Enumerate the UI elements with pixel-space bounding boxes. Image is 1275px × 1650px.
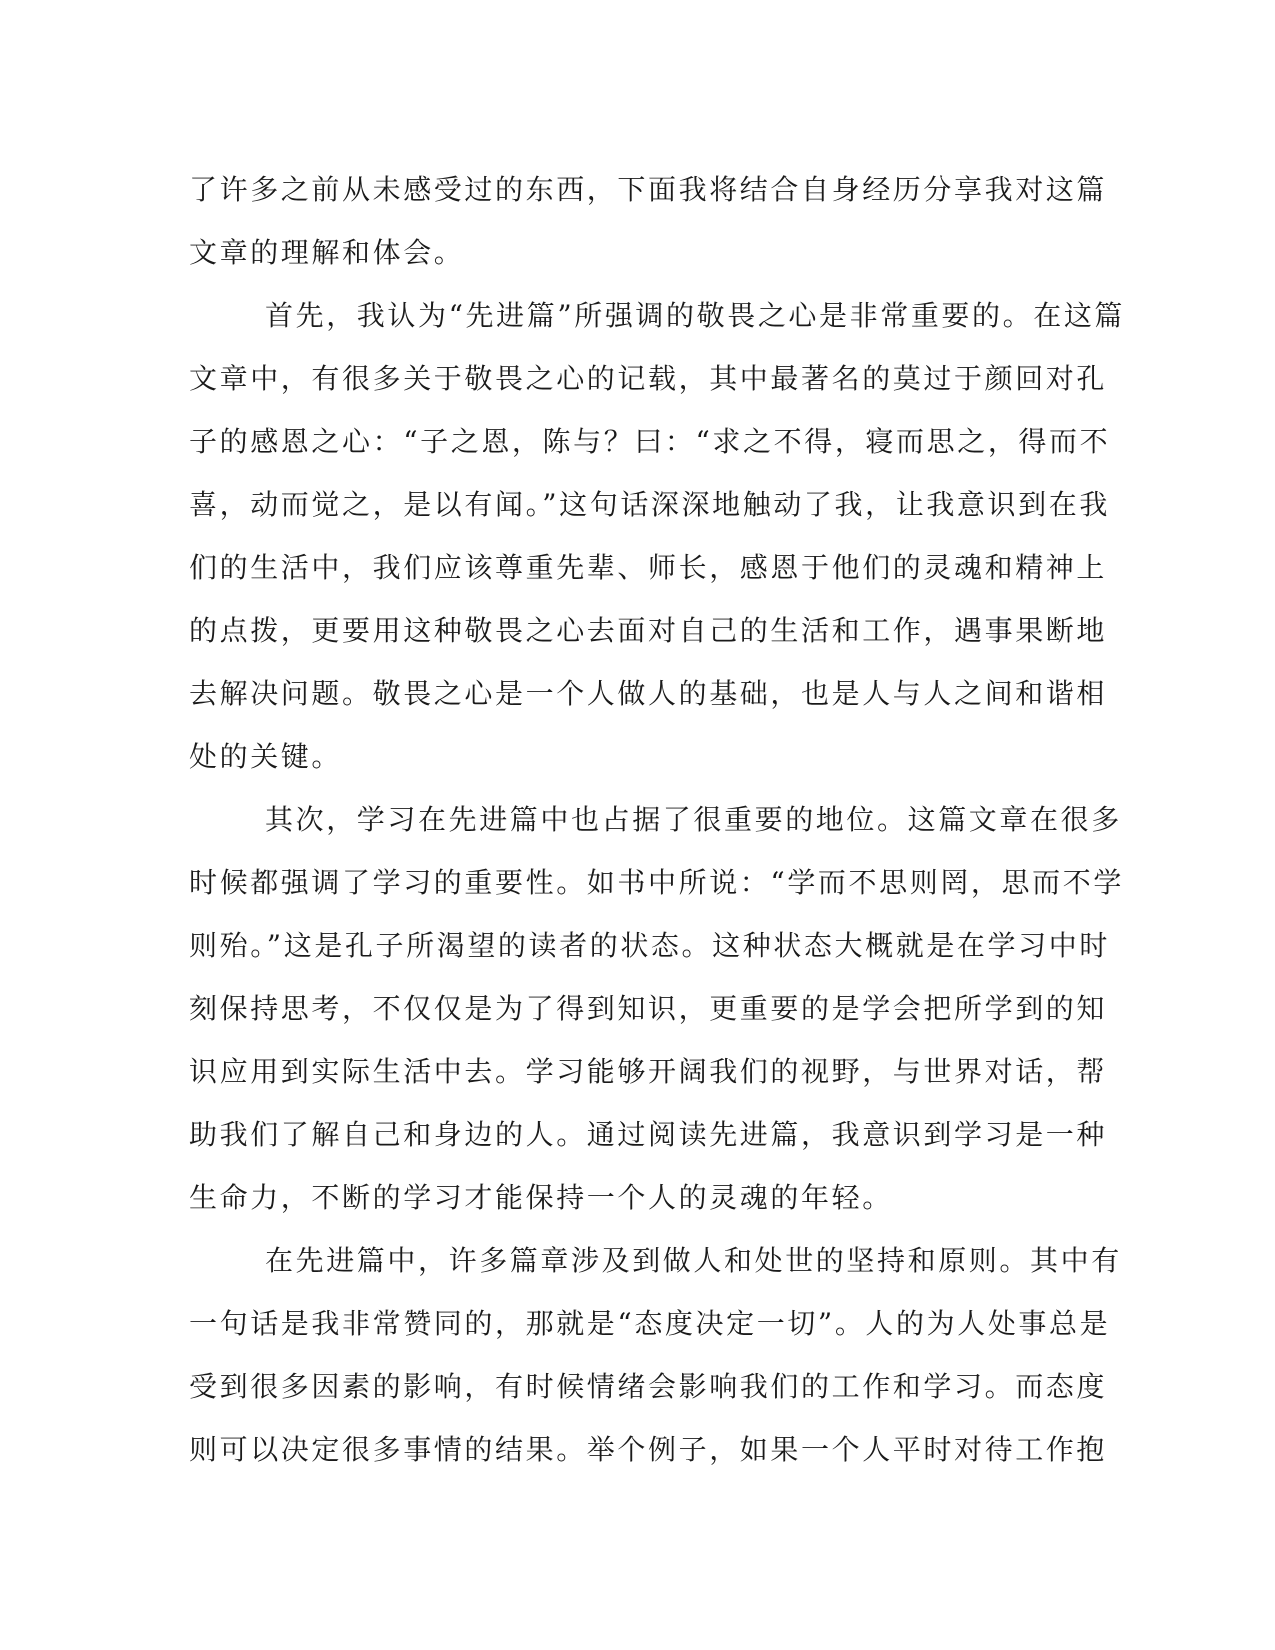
text-line: 喜，动而觉之，是以有闻。”这句话深深地触动了我，让我意识到在我 xyxy=(189,488,1110,521)
text-line: 的点拨，更要用这种敬畏之心去面对自己的生活和工作，遇事果断地 xyxy=(189,614,1108,647)
text-line: 受到很多因素的影响，有时候情绪会影响我们的工作和学习。而态度 xyxy=(189,1370,1108,1403)
text-line: 文章的理解和体会。 xyxy=(189,236,465,269)
paragraph-3 xyxy=(189,788,1124,1229)
text-line: 一句话是我非常赞同的，那就是“态度决定一切”。人的为人处事总是 xyxy=(189,1307,1111,1340)
text-line: 子的感恩之心：“子之恩，陈与？曰：“求之不得，寝而思之，得而不 xyxy=(189,425,1111,458)
text-line: 刻保持思考，不仅仅是为了得到知识，更重要的是学会把所学到的知 xyxy=(189,992,1108,1025)
text-line: 则可以决定很多事情的结果。举个例子，如果一个人平时对待工作抱 xyxy=(189,1433,1108,1466)
text-line: 在先进篇中，许多篇章涉及到做人和处世的坚持和原则。其中有 xyxy=(265,1244,1122,1277)
text-line: 文章中，有很多关于敬畏之心的记载，其中最著名的莫过于颜回对孔 xyxy=(189,362,1108,395)
text-line: 识应用到实际生活中去。学习能够开阔我们的视野，与世界对话，帮 xyxy=(189,1055,1108,1088)
text-line: 生命力，不断的学习才能保持一个人的灵魂的年轻。 xyxy=(189,1181,893,1214)
text-line: 处的关键。 xyxy=(189,740,343,773)
paragraph-2 xyxy=(189,284,1126,788)
paragraph-4 xyxy=(189,1229,1122,1481)
text-line: 助我们了解自己和身边的人。通过阅读先进篇，我意识到学习是一种 xyxy=(189,1118,1108,1151)
text-line: 去解决问题。敬畏之心是一个人做人的基础，也是人与人之间和谐相 xyxy=(189,677,1108,710)
text-line: 们的生活中，我们应该尊重先辈、师长，感恩于他们的灵魂和精神上 xyxy=(189,551,1108,584)
text-line: 时候都强调了学习的重要性。如书中所说：“学而不思则罔，思而不学 xyxy=(189,866,1124,899)
text-line: 则殆。”这是孔子所渴望的读者的状态。这种状态大概就是在学习中时 xyxy=(189,929,1110,962)
text-line: 了许多之前从未感受过的东西，下面我将结合自身经历分享我对这篇 xyxy=(189,173,1108,206)
text-line: 其次，学习在先进篇中也占据了很重要的地位。这篇文章在很多 xyxy=(265,803,1122,836)
text-line: 首先，我认为“先进篇”所强调的敬畏之心是非常重要的。在这篇 xyxy=(265,299,1126,332)
paragraph-1 xyxy=(189,158,1108,284)
document-body xyxy=(189,158,1126,1481)
